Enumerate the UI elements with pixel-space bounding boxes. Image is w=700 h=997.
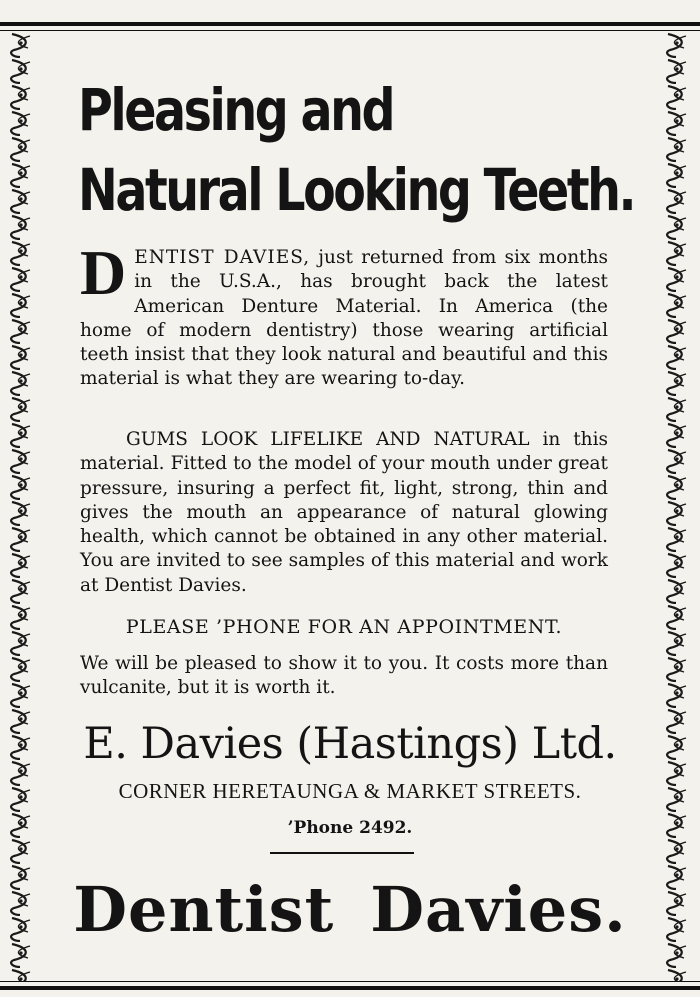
company-name: E. Davies (Hastings) Ltd.	[83, 719, 617, 769]
headline	[78, 70, 634, 230]
phone-underline	[270, 852, 414, 854]
bottom-rule-thin	[0, 981, 700, 982]
intro-text: just returned from six months in the U.S.A., has brought back the latest American Denture Material. In America (the home of modern dentistry) those wearing artificial teeth insist that they look natural and beautiful and this material is what they are wearing to-day.	[80, 247, 608, 390]
phone-number: ’Phone 2492.	[287, 818, 413, 838]
address: CORNER HERETAUNGA & MARKET STREETS.	[118, 779, 582, 803]
right-ornamental-border	[662, 32, 692, 982]
top-rule	[0, 22, 700, 26]
intro-paragraph	[80, 237, 608, 392]
left-ornamental-border	[6, 32, 36, 982]
gums-paragraph: GUMS LOOK LIFELIKE AND NATURAL in this material. Fitted to the model of your mouth under great pressure, insuring a perfect fit, light, strong, thin and gives the mouth an appearance of natural glowing health, which cannot be obtained in any other material. You are invited to see samples of this material and work at Dentist Davies.	[80, 429, 608, 596]
signature-word-1: Dentist	[73, 873, 335, 946]
signature-word-2: Davies.	[370, 873, 627, 946]
signature-line	[0, 870, 700, 950]
appointment-line: PLEASE ’PHONE FOR AN APPOINTMENT.	[125, 616, 563, 638]
intro-caps: ENTIST DAVIES,	[134, 247, 311, 268]
headline-line-1: Pleasing and	[78, 76, 394, 144]
headline-line-2: Natural Looking Teeth.	[78, 156, 635, 224]
drop-cap: D	[80, 237, 127, 308]
top-rule-thin	[0, 30, 700, 31]
cost-paragraph: We will be pleased to show it to you. It costs more than vulcanite, but it is worth it.	[80, 653, 608, 699]
bottom-rule	[0, 986, 700, 990]
